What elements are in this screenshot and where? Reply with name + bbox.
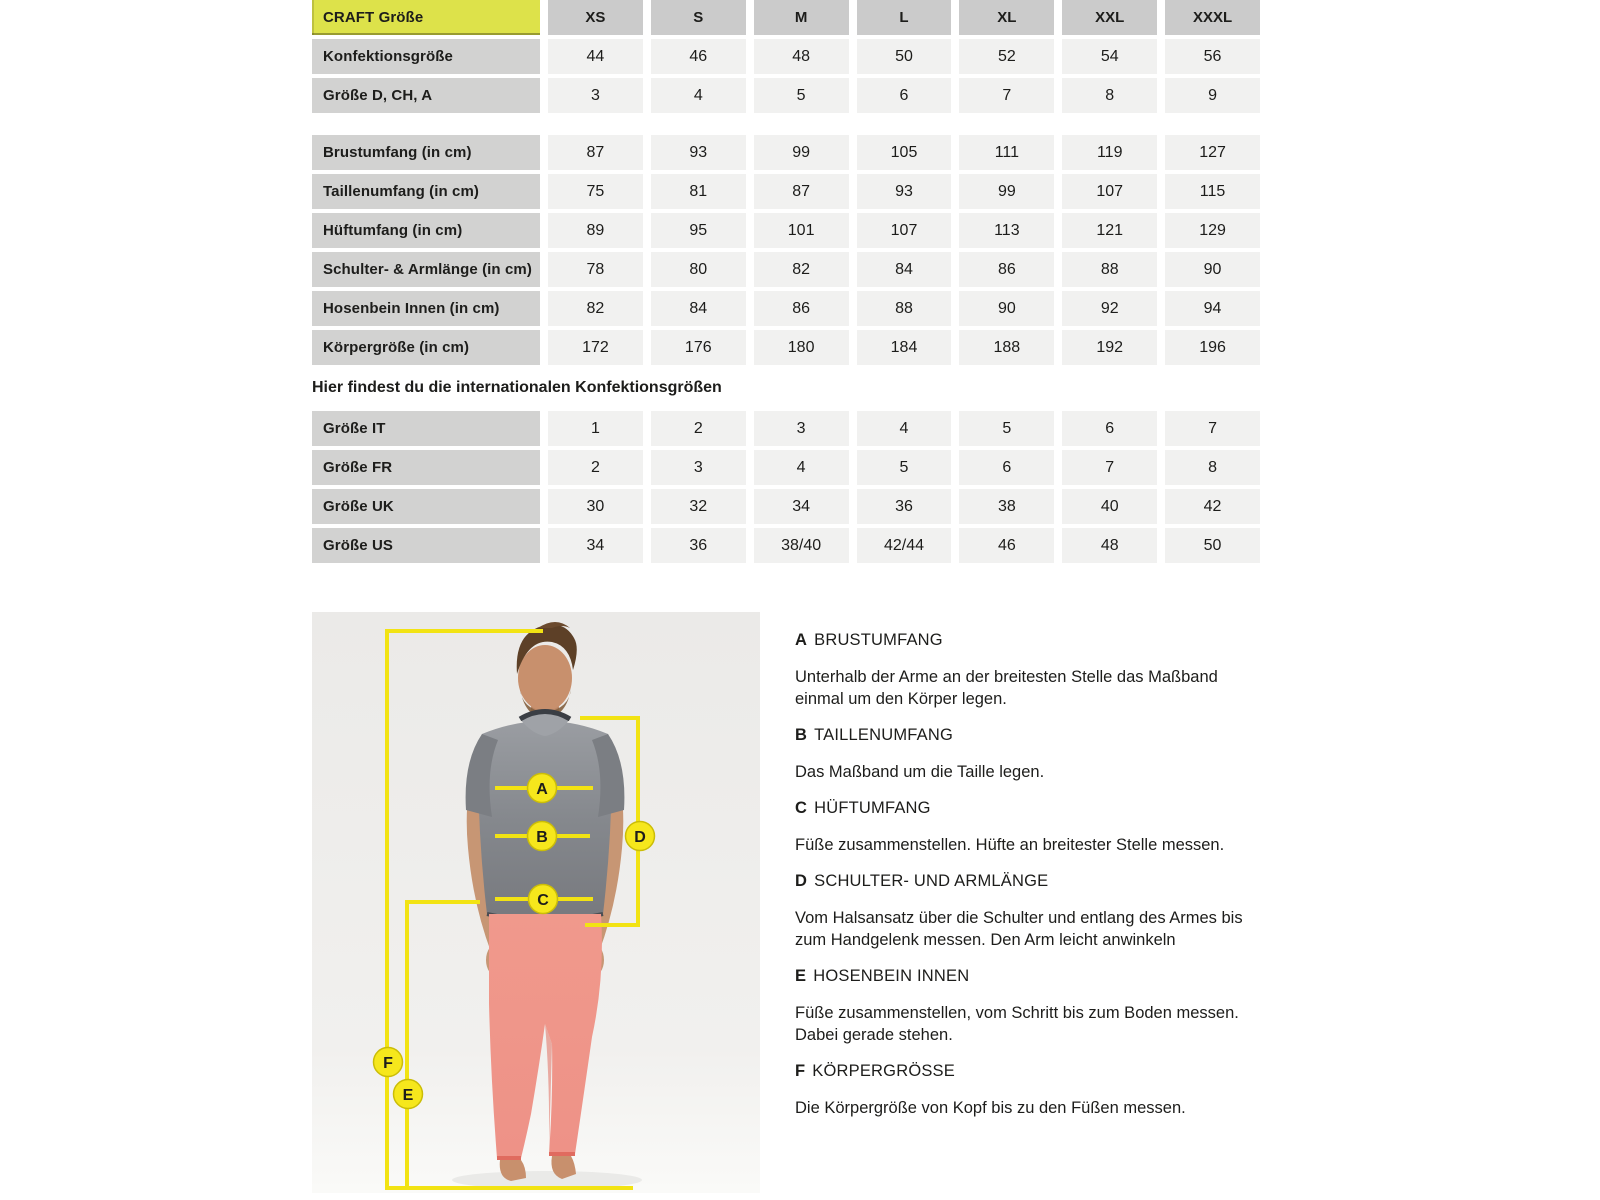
basic-size-rows [312,39,1260,113]
value-cell: 48 [754,39,849,74]
measure-item-letter: C [795,799,808,817]
size-column-header: S [651,0,746,35]
value-cell: 87 [548,135,643,170]
measure-item-name: SCHULTER- UND ARMLÄNGE [814,872,1049,890]
value-cell: 34 [754,489,849,524]
measure-item-name: BRUSTUMFANG [814,631,943,649]
value-cell: 95 [651,213,746,248]
value-cell: 101 [754,213,849,248]
table-row [312,489,1260,524]
model-illustration [312,612,760,1193]
value-cell: 89 [548,213,643,248]
value-cell: 107 [1062,174,1157,209]
measure-item-title [795,630,1267,651]
marker-letter-D: D [634,829,646,846]
table-row [312,411,1260,446]
value-cell: 32 [651,489,746,524]
value-cell: 88 [857,291,952,326]
value-cell: 196 [1165,330,1260,365]
value-cell: 1 [548,411,643,446]
table-row [312,330,1260,365]
measure-item-description: Vom Halsansatz über die Schulter und entlang des Armes bis zum Handgelenk messen. Den Arm leicht anwinkeln [795,909,1243,949]
value-cell: 4 [857,411,952,446]
measure-item-letter: F [795,1062,806,1080]
value-cell: 50 [1165,528,1260,563]
value-cell: 8 [1062,78,1157,113]
value-cell: 87 [754,174,849,209]
value-cell: 93 [857,174,952,209]
row-label: Größe D, CH, A [312,78,540,113]
value-cell: 121 [1062,213,1157,248]
international-sizes-intro: Hier findest du die internationalen Konfektionsgrößen [312,379,722,396]
size-column-header: M [754,0,849,35]
value-cell: 88 [1062,252,1157,287]
craft-size-table [312,0,1260,567]
measure-item-description: Füße zusammenstellen. Hüfte an breitester Stelle messen. [795,836,1225,854]
value-cell: 34 [548,528,643,563]
measure-item-description: Unterhalb der Arme an der breitesten Stelle das Maßband einmal um den Körper legen. [795,668,1218,708]
value-cell: 4 [651,78,746,113]
table-row [312,135,1260,170]
body-measurement-rows [312,135,1260,365]
value-cell: 82 [754,252,849,287]
value-cell: 5 [959,411,1054,446]
size-column-header: XS [548,0,643,35]
marker-letter-C: C [537,892,549,909]
value-cell: 78 [548,252,643,287]
measure-item-title [795,966,1267,987]
value-cell: 46 [651,39,746,74]
row-label: Größe UK [312,489,540,524]
row-label: Größe US [312,528,540,563]
value-cell: 6 [857,78,952,113]
marker-letter-B: B [536,829,548,846]
value-cell: 5 [754,78,849,113]
value-cell: 99 [754,135,849,170]
value-cell: 94 [1165,291,1260,326]
value-cell: 42/44 [857,528,952,563]
value-cell: 127 [1165,135,1260,170]
measure-item-description: Das Maßband um die Taille legen. [795,763,1045,781]
value-cell: 9 [1165,78,1260,113]
value-cell: 8 [1165,450,1260,485]
value-cell: 75 [548,174,643,209]
row-label: Größe FR [312,450,540,485]
row-label: Größe IT [312,411,540,446]
table-row [312,252,1260,287]
value-cell: 188 [959,330,1054,365]
row-label: Brustumfang (in cm) [312,135,540,170]
value-cell: 3 [754,411,849,446]
international-size-rows [312,411,1260,563]
value-cell: 192 [1062,330,1157,365]
value-cell: 56 [1165,39,1260,74]
value-cell: 176 [651,330,746,365]
value-cell: 119 [1062,135,1157,170]
measure-item-description: Die Körpergröße von Kopf bis zu den Füßen messen. [795,1099,1186,1117]
size-table-header-row [312,0,1260,35]
value-cell: 44 [548,39,643,74]
table-row [312,39,1260,74]
value-cell: 36 [857,489,952,524]
measure-item-letter: D [795,872,808,890]
value-cell: 81 [651,174,746,209]
value-cell: 48 [1062,528,1157,563]
value-cell: 113 [959,213,1054,248]
craft-size-header-cell: CRAFT Größe [312,0,540,35]
measure-item-letter: B [795,726,808,744]
value-cell: 46 [959,528,1054,563]
value-cell: 40 [1062,489,1157,524]
value-cell: 84 [651,291,746,326]
value-cell: 180 [754,330,849,365]
size-column-header: L [857,0,952,35]
value-cell: 7 [1062,450,1157,485]
value-cell: 86 [754,291,849,326]
measure-item-description: Füße zusammenstellen, vom Schritt bis zum Boden messen. Dabei gerade stehen. [795,1004,1239,1044]
marker-letter-A: A [536,781,548,798]
value-cell: 82 [548,291,643,326]
row-label: Konfektionsgröße [312,39,540,74]
value-cell: 7 [959,78,1054,113]
measure-item-name: TAILLENUMFANG [814,726,954,744]
value-cell: 4 [754,450,849,485]
marker-letter-E: E [402,1087,414,1104]
table-row [312,78,1260,113]
value-cell: 99 [959,174,1054,209]
size-column-header: XXXL [1165,0,1260,35]
value-cell: 7 [1165,411,1260,446]
measure-item-letter: E [795,967,807,985]
value-cell: 86 [959,252,1054,287]
value-cell: 5 [857,450,952,485]
value-cell: 3 [548,78,643,113]
measure-item-letter: A [795,631,808,649]
row-label: Körpergröße (in cm) [312,330,540,365]
value-cell: 6 [1062,411,1157,446]
measure-item-name: HÜFTUMFANG [814,799,931,817]
table-row [312,174,1260,209]
value-cell: 42 [1165,489,1260,524]
measurement-model-photo [312,612,760,1193]
value-cell: 38/40 [754,528,849,563]
value-cell: 84 [857,252,952,287]
value-cell: 93 [651,135,746,170]
table-row [312,450,1260,485]
value-cell: 80 [651,252,746,287]
row-label: Schulter- & Armlänge (in cm) [312,252,540,287]
value-cell: 172 [548,330,643,365]
row-label: Hüftumfang (in cm) [312,213,540,248]
value-cell: 38 [959,489,1054,524]
value-cell: 54 [1062,39,1157,74]
measure-item-title [795,798,1267,819]
table-row [312,213,1260,248]
value-cell: 90 [959,291,1054,326]
size-column-header: XL [959,0,1054,35]
table-row [312,291,1260,326]
value-cell: 50 [857,39,952,74]
value-cell: 36 [651,528,746,563]
measure-item-title [795,1061,1267,1082]
measure-item-name: HOSENBEIN INNEN [813,967,970,985]
row-label: Taillenumfang (in cm) [312,174,540,209]
measure-item-name: KÖRPERGRÖSSE [812,1062,955,1080]
value-cell: 92 [1062,291,1157,326]
measure-item-title [795,725,1267,746]
value-cell: 107 [857,213,952,248]
value-cell: 111 [959,135,1054,170]
value-cell: 90 [1165,252,1260,287]
value-cell: 129 [1165,213,1260,248]
value-cell: 6 [959,450,1054,485]
row-label: Hosenbein Innen (in cm) [312,291,540,326]
value-cell: 52 [959,39,1054,74]
marker-letter-F: F [383,1055,393,1072]
value-cell: 3 [651,450,746,485]
table-row [312,528,1260,563]
measure-item-title [795,871,1267,892]
value-cell: 2 [651,411,746,446]
value-cell: 30 [548,489,643,524]
measurement-instructions [795,612,1267,1134]
size-column-header: XXL [1062,0,1157,35]
value-cell: 184 [857,330,952,365]
value-cell: 105 [857,135,952,170]
value-cell: 115 [1165,174,1260,209]
value-cell: 2 [548,450,643,485]
